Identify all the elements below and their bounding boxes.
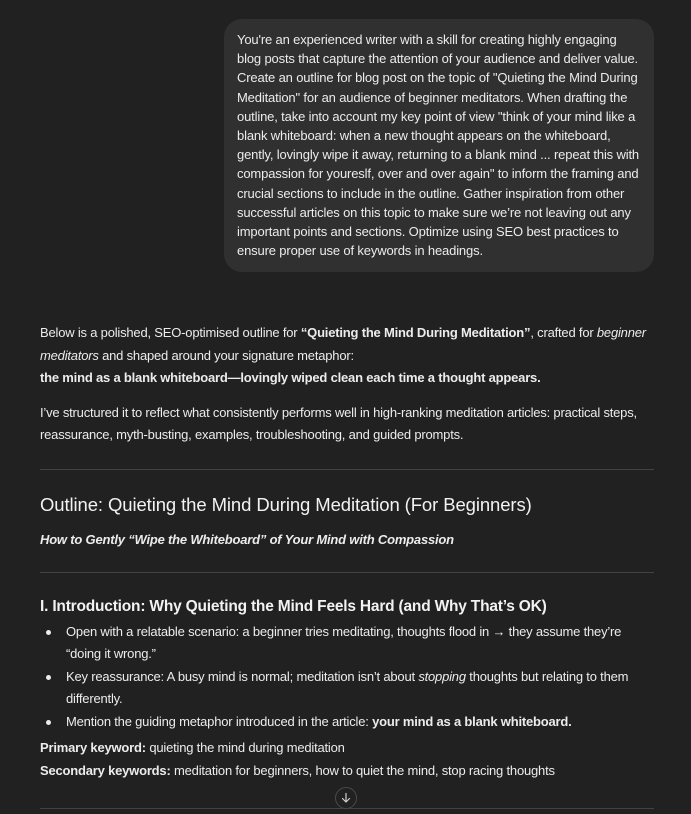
secondary-keywords <box>40 760 654 783</box>
bullet-text: Mention the guiding metaphor introduced in the article: <box>66 713 373 729</box>
bullet-icon <box>46 720 51 725</box>
user-message-bubble <box>224 19 654 272</box>
intro-text: , crafted for <box>530 325 597 340</box>
primary-keyword-label: Primary keyword: <box>40 740 146 756</box>
divider <box>40 572 654 573</box>
secondary-keywords-label: Secondary keywords: <box>40 762 171 778</box>
intro-paragraph <box>40 322 654 390</box>
outline-subtitle: How to Gently “Wipe the Whiteboard” of Your Mind with Compassion <box>40 531 454 547</box>
intro-text: Below is a polished, SEO-optimised outline for <box>40 325 301 340</box>
list-item <box>40 711 654 734</box>
intro-audience: beginner meditators <box>40 325 646 363</box>
bullet-bold: your mind as a blank whiteboard. <box>372 713 572 729</box>
secondary-keywords-value: meditation for beginners, how to quiet the mind, stop racing thoughts <box>170 762 555 778</box>
arrow-down-icon <box>340 792 352 804</box>
bullet-icon <box>46 630 51 635</box>
bullet-icon <box>46 675 51 680</box>
assistant-message <box>40 322 654 782</box>
divider <box>40 469 654 470</box>
section-bullets <box>40 621 654 734</box>
scroll-to-bottom-button[interactable] <box>335 787 357 809</box>
bullet-emphasis: stopping <box>418 668 466 684</box>
bullet-text: thoughts but relating to them differently. <box>66 668 629 707</box>
bullet-text: Key reassurance: A busy mind is normal; meditation isn’t about <box>66 668 419 684</box>
section-heading: I. Introduction: Why Quieting the Mind Feels Hard (and Why That’s OK) <box>40 597 547 615</box>
intro-topic: “Quieting the Mind During Meditation” <box>300 325 531 340</box>
primary-keyword-value: quieting the mind during meditation <box>145 740 345 756</box>
bullet-text: Open with a relatable scenario: a beginner tries meditating, thoughts flood in → they assume they’re “doing it wrong.” <box>66 623 622 662</box>
list-item <box>40 621 654 666</box>
outline-title: Outline: Quieting the Mind During Meditation (For Beginners) <box>40 493 532 515</box>
user-message-text: You're an experienced writer with a skill for creating highly engaging blog posts that capture the attention of your audience and deliver value. Create an outline for blog post on the topic of "Quieting the Mind During Meditation" for an audience of beginner meditators. When drafting the outline, take into account my key point of view "think of your mind like a blank whiteboard: when a new thought appears on the whiteboard, gently, lovingly wipe it away, returning to a blank mind ... repeat this with compassion for youreslf, over and over again" to inform the framing and crucial sections to include in the outline. Gather inspiration from other successful articles on this topic to make sure we’re not leaving out any important points and sections. Optimize using SEO best practices to ensure proper use of keywords in headings. <box>237 32 640 259</box>
structure-note: I’ve structured it to reflect what consistently performs well in high-ranking meditation articles: practical steps, reassurance, myth-busting, examples, troubleshooting, and guided prompts. <box>40 404 637 442</box>
intro-metaphor: the mind as a blank whiteboard—lovingly wiped clean each time a thought appears. <box>40 370 541 385</box>
primary-keyword <box>40 737 654 760</box>
intro-text: and shaped around your signature metaphor: <box>98 347 354 363</box>
list-item <box>40 666 654 711</box>
